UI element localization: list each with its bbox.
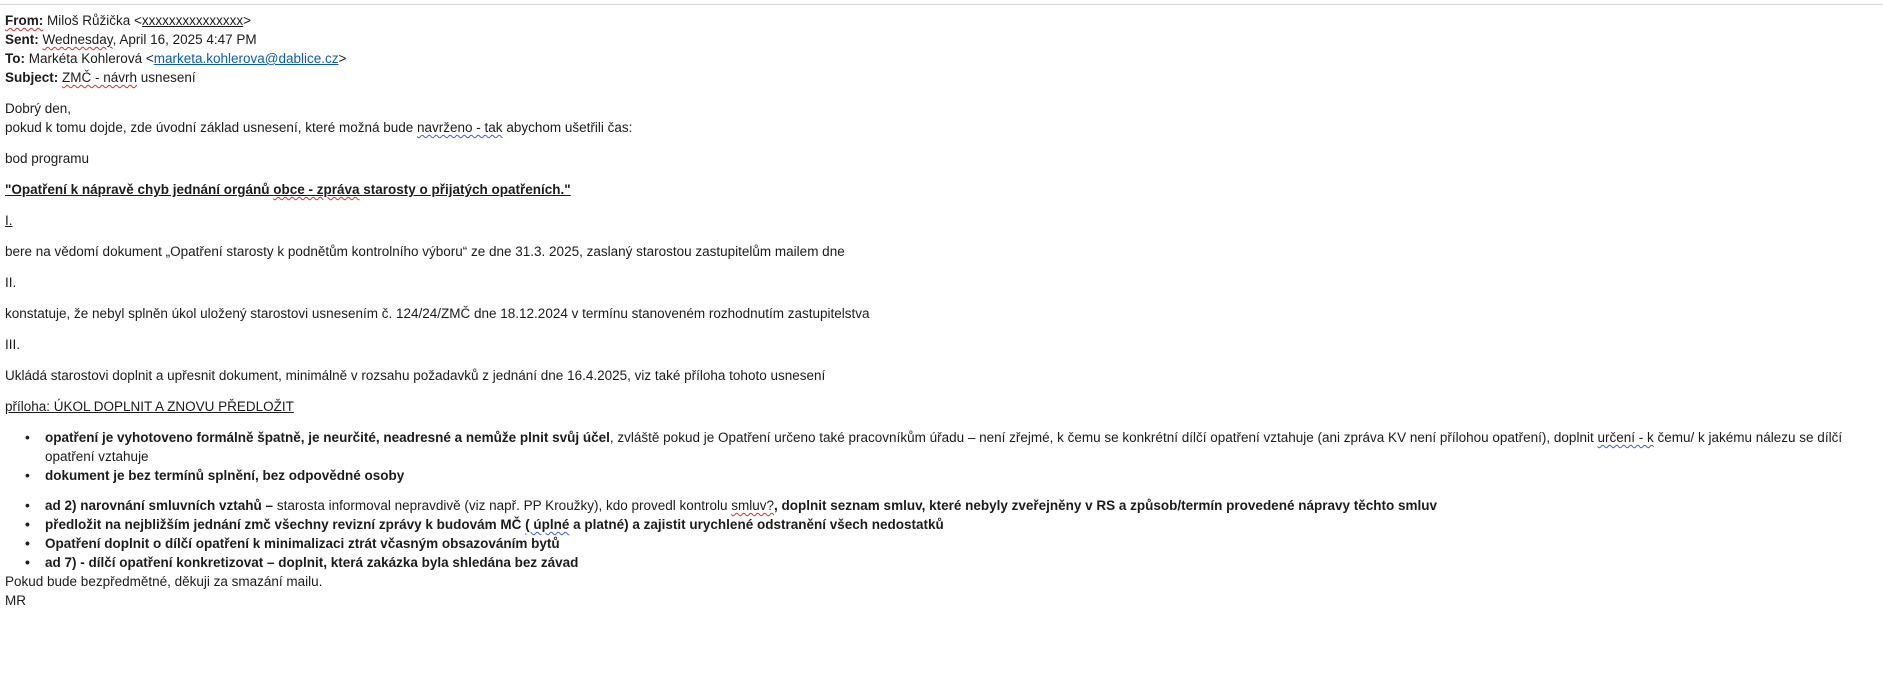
section-2-text: konstatuje, že nebyl splněn úkol uložený starostovi usnesením č. 124/24/ZMČ dne 18.12.2024 v termínu stanoveném rozhodnutím zastupitelstva [5, 306, 870, 321]
sent-date: , April 16, 2025 4:47 PM [112, 32, 257, 47]
to-label: To: [5, 51, 25, 66]
email-message [5, 11, 1875, 610]
b1-text-a: , zvláště pokud je Opatření určeno také pracovníkům úřadu – není zřejmé, k čemu se konkrétní dílčí opatření vztahuje (ani zpráva KV není přílohou opatření), doplnit [609, 430, 1598, 445]
sent-day: Wednesday [42, 32, 113, 47]
intro-c: abychom ušetřili čas: [502, 120, 633, 135]
list-item [45, 428, 1875, 466]
top-divider [0, 4, 1883, 5]
title-a: "Opatření k nápravě chyb jednání orgánů [5, 182, 274, 197]
list-item: • Opatření doplnit o dílčí opatření k minimalizaci ztrát včasným obsazováním bytů [45, 534, 1875, 553]
b1-sq: určení - k [1597, 430, 1654, 445]
sent-row [5, 30, 1875, 49]
list-item: • ad 7) - dílčí opatření konkretizovat – doplnit, která zakázka byla shledána bez závad [45, 553, 1875, 572]
closing: Pokud bude bezpředmětné, děkuji za smazání mailu. [5, 574, 323, 589]
b2-bold: dokument je bez termínů splnění, bez odpovědné osoby [45, 468, 405, 483]
b1-bold: opatření je vyhotoveno formálně špatně, je neurčité, neadresné a nemůže plnit svůj účel [45, 430, 610, 445]
intro-b: navrženo - tak [417, 120, 503, 135]
list-item [45, 496, 1875, 515]
b3-sq: smluv? [731, 498, 775, 513]
attachment-heading: příloha: ÚKOL DOPLNIT A ZNOVU PŘEDLOŽIT [5, 399, 294, 414]
title-c: starosty o přijatých opatřeních." [359, 182, 571, 197]
from-close: > [243, 13, 252, 28]
list-item [45, 466, 1875, 485]
b3-text: starosta informoval nepravdivě (viz např. PP Kroužky), kdo provedl kontrolu [273, 498, 732, 513]
list-item [45, 515, 1875, 534]
from-label: From: [5, 13, 44, 28]
to-close: > [338, 51, 347, 66]
section-3-label: III. [5, 337, 21, 352]
subject-row [5, 68, 1875, 87]
subject-text-a: ZMČ - návrh [62, 70, 138, 85]
resolution-title [5, 180, 1875, 199]
to-email-link[interactable]: marketa.kohlerova@dablice.cz [153, 51, 339, 66]
from-row [5, 11, 1875, 30]
attachment-list-1 [5, 428, 1875, 485]
section-1-text: bere na vědomí dokument „Opatření starosty k podnětům kontrolního výboru“ ze dne 31.3. 2025, zaslaný starostou zastupitelům mailem dne [5, 244, 845, 259]
sent-label: Sent: [5, 32, 39, 47]
section-1-label: I. [5, 213, 13, 228]
b1-text-b: čemu/ k jakému nálezu se dílčí opatření vztahuje [45, 430, 1843, 464]
signature: MR [5, 593, 26, 608]
subject-text-b: usnesení [137, 70, 196, 85]
intro-a: pokud k tomu dojde, zde úvodní základ usnesení, které možná bude [5, 120, 418, 135]
b4-b: a platné) a zajistit urychlené odstranění všech nedostatků [569, 517, 944, 532]
section-2-label: II. [5, 275, 17, 290]
b3-bold-b: , doplnit seznam smluv, které nebyly zveřejněny v RS a způsob/termín provedené nápravy těchto smluv [774, 498, 1437, 513]
attachment-list-2 [5, 496, 1875, 572]
program-point: bod programu [5, 151, 90, 166]
intro-paragraph [5, 118, 1875, 137]
b3-bold-a: ad 2) narovnání smluvních vztahů – [45, 498, 274, 513]
from-email[interactable]: xxxxxxxxxxxxxxx [141, 13, 244, 28]
greeting: Dobrý den, [5, 101, 72, 116]
b4-sq: ( úplné [525, 517, 570, 532]
from-name: Miloš Růžička < [47, 13, 142, 28]
title-b: obce - zpráva [273, 182, 360, 197]
b4-a: předložit na nejbližším jednání zmč všechny revizní zprávy k budovám MČ [45, 517, 526, 532]
to-row [5, 49, 1875, 68]
to-name: Markéta Kohlerová < [28, 51, 154, 66]
section-3-text: Ukládá starostovi doplnit a upřesnit dokument, minimálně v rozsahu požadavků z jednání dne 16.4.2025, viz také příloha tohoto usnesení [5, 368, 826, 383]
subject-label: Subject: [5, 70, 59, 85]
